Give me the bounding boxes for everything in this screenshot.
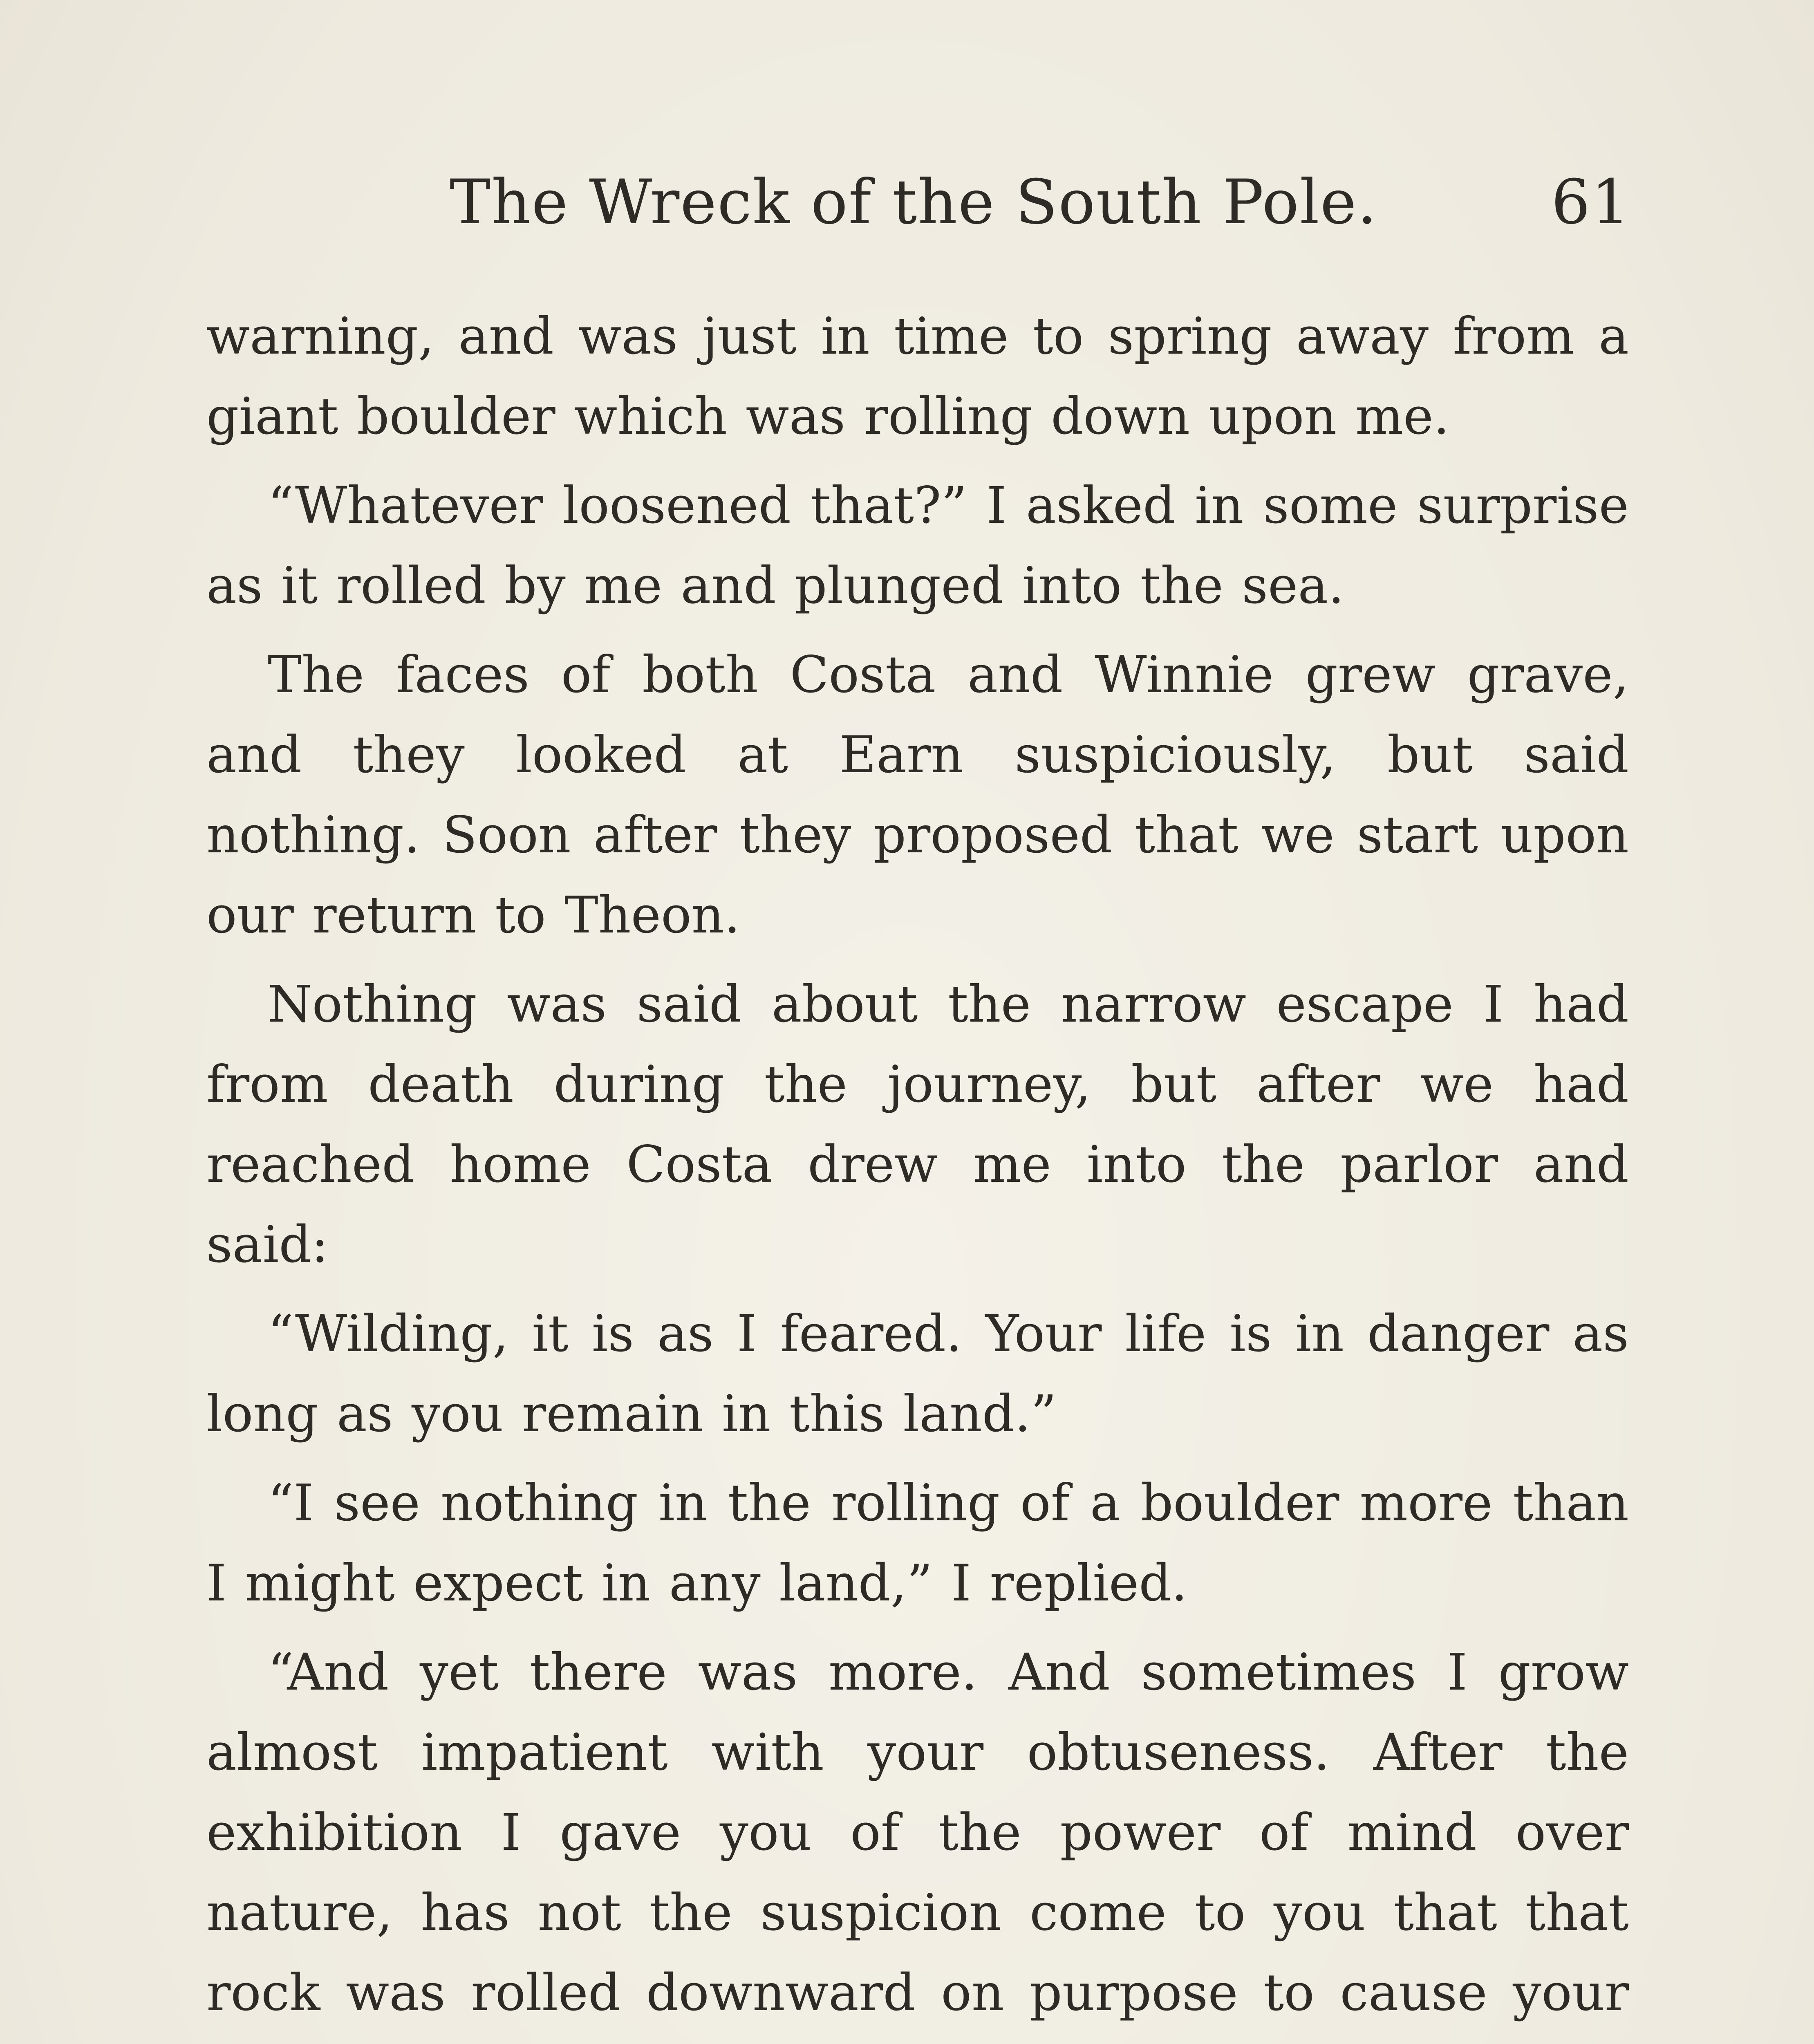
paragraph: “I see nothing in the rolling of a boulder more than I might expect in any land,” I replied. — [206, 1474, 1629, 1613]
page-body — [206, 296, 1629, 2044]
running-title: The Wreck of the South Pole. — [450, 167, 1378, 238]
running-header — [450, 161, 1631, 243]
paragraph: “Whatever loosened that?” I asked in some surprise as it rolled by me and plunged into the sea. — [206, 476, 1629, 615]
paragraph: Nothing was said about the narrow escape I had from death during the journey, but after we had reached home Costa drew me into the parlor and said: — [206, 975, 1629, 1274]
paragraph: The faces of both Costa and Winnie grew grave, and they looked at Earn suspiciously, but said nothing. Soon after they proposed that we start upon our return to Theon. — [206, 645, 1629, 945]
paragraph-continued: warning, and was just in time to spring away from a giant boulder which was rolling down upon me. — [206, 307, 1629, 446]
page-number: 61 — [1551, 167, 1631, 238]
paragraph: “And yet there was more. And sometimes I grow almost impatient with your obtuseness. After the exhibition I gave you of the power of mind over nature, has not the suspicion come to you that that rock was rolled downward on purpose to cause your — [206, 1643, 1629, 2022]
paragraph: “Wilding, it is as I feared. Your life is in danger as long as you remain in this land.” — [206, 1304, 1629, 1443]
